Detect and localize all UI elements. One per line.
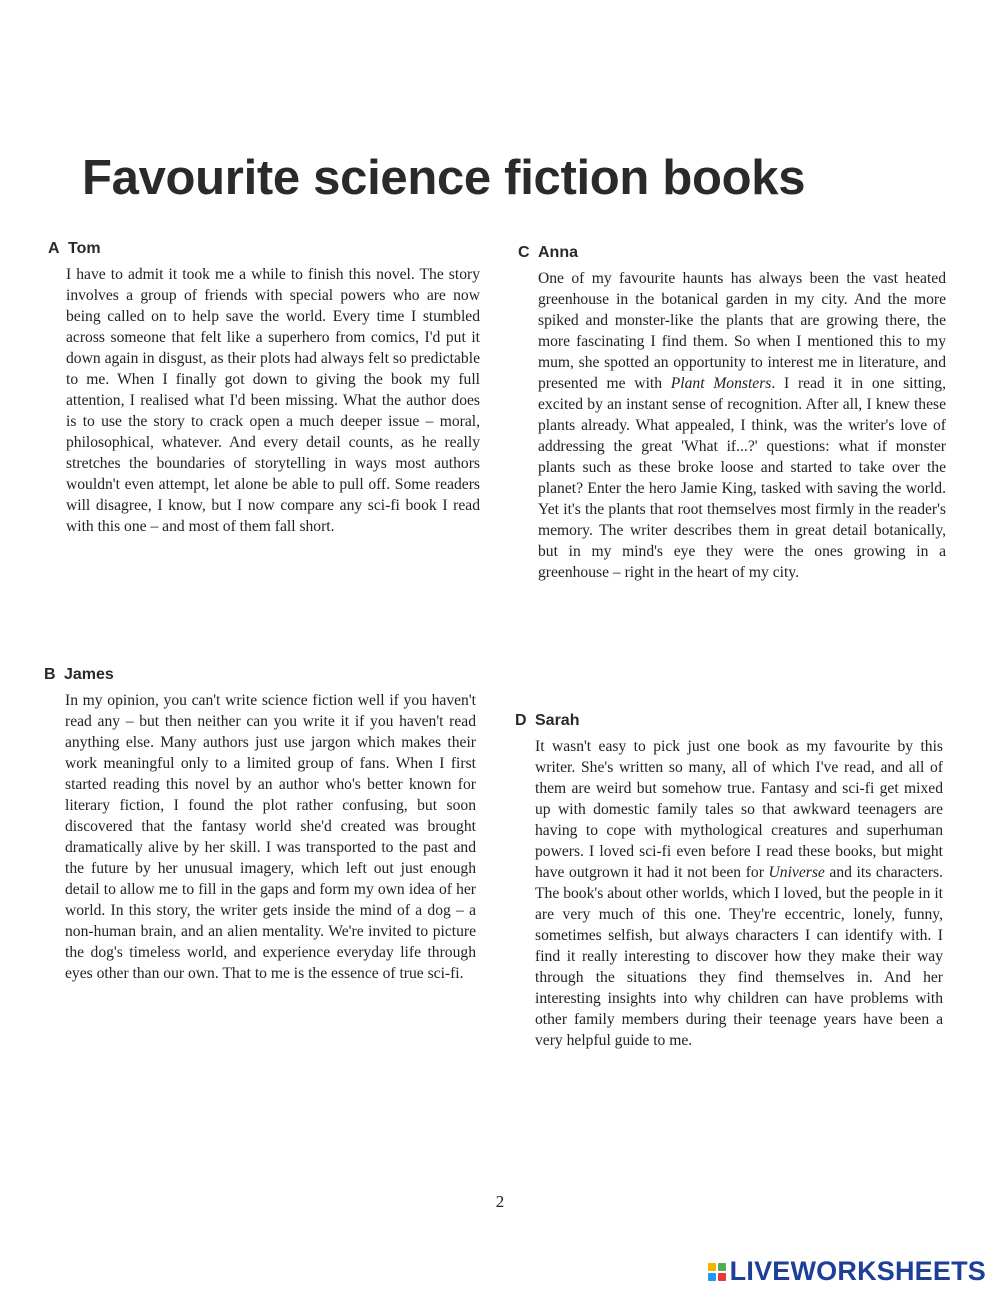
logo-square: [708, 1263, 716, 1271]
page-number: 2: [495, 1192, 505, 1211]
review-text: I have to admit it took me a while to finish this novel. The story involves a group of friends with special powers who are now being called on to help save the world. Every time I stumbled across someone that felt like a superhero from comics, I'd put it down again in disgust, as their plots had always felt so predictable to me. When I finally got down to giving the book my full attention, I realised what I'd been missing. What the author does is to use the story to crack open a much deeper issue – moral, philosophical, whatever. And every detail counts, as he really stretches the boundaries of storytelling in ways most authors wouldn't even attempt, let alone be able to pull off. Some readers will disagree, I know, but I now compare any sci-fi book I read with this one – and most of them fall short.: [66, 266, 480, 535]
review-text-part: It wasn't easy to pick just one book as my favourite by this writer. She's written so many, all of which I've read, and all of them are weird but somehow true. Fantasy and sci-fi get mixed up with domestic family tales so that awkward teenagers are having to cope with mythological creatures and superhuman powers. I loved sci-fi even before I read these books, but might have outgrown it had it not been for: [535, 738, 943, 881]
section-letter: D: [515, 712, 527, 729]
review-text-part: . I read it in one sitting, excited by an instant sense of recognition. After all, I knew these plants already. What appealed, I think, was the writer's love of addressing the great 'What if...?' questions: what if monster plants such as these broke loose and started to take over the planet? Enter the hero Jamie King, tasked with saving the world. Yet it's the plants that root themselves most firmly in the reader's memory. The writer describes them in great detail botanically, but in my mind's eye they were the ones growing in a greenhouse – right in the heart of my city.: [538, 375, 946, 581]
page-title: Favourite science fiction books: [82, 151, 806, 205]
reviewer-name: Sarah: [535, 712, 580, 729]
section-heading: [515, 712, 943, 730]
review-section-c: [518, 244, 946, 583]
section-letter: A: [48, 240, 60, 257]
review-text: [538, 268, 946, 583]
review-text: In my opinion, you can't write science fiction well if you haven't read any – but then neither can you write it if you haven't read anything else. Many authors just use jargon which makes their work meaningful only to a limited group of fans. When I first started reading this novel by an author who's better known for literary fiction, I found the plot rather confusing, but soon discovered that the fantasy world she'd created was brought dramatically alive by her skill. I was transported to the past and the future by her unusual imagery, which left out just enough detail to allow me to fill in the gaps and form my own idea of her world. In this story, the writer gets inside the mind of a dog – a non-human brain, and an alien mentality. We're invited to picture the dog's timeless world, and experience everyday life through eyes other than our own. That to me is the essence of true sci-fi.: [65, 692, 476, 982]
review-text-part: One of my favourite haunts has always been the vast heated greenhouse in the botanical garden in my city. And the more spiked and monster-like the plants that are growing there, the more fascinating I find them. So when I mentioned this to my mum, she spotted an opportunity to interest me in literature, and presented me with: [538, 270, 946, 392]
book-title: Plant Monsters: [670, 375, 772, 392]
review-text: [535, 736, 943, 1051]
logo-square: [718, 1263, 726, 1271]
logo-square: [718, 1273, 726, 1281]
section-letter: C: [518, 244, 530, 261]
book-title: Universe: [768, 864, 825, 881]
reviewer-name: James: [64, 666, 114, 683]
review-text-part: and its characters. The book's about other worlds, which I loved, but the people in it are very much of this one. They're eccentric, lonely, funny, sometimes selfish, but always characters I can identify with. I find it really interesting to discover how they make their way through the situations they find themselves in. And her interesting insights into why children can have problems with other family members during their teenage years have been a very helpful guide to me.: [535, 864, 943, 1049]
section-heading: [44, 666, 476, 684]
reviewer-name: Tom: [68, 240, 101, 257]
section-heading: [518, 244, 946, 262]
review-section-b: [44, 666, 476, 984]
review-section-d: [515, 712, 943, 1051]
reviewer-name: Anna: [538, 244, 578, 261]
liveworksheets-logo-icon: [708, 1263, 726, 1281]
logo-square: [708, 1273, 716, 1281]
section-heading: [48, 240, 480, 258]
liveworksheets-logo-text: LIVEWORKSHEETS: [729, 1256, 986, 1286]
review-section-a: [48, 240, 480, 537]
section-letter: B: [44, 666, 56, 683]
liveworksheets-logo[interactable]: [708, 1256, 986, 1287]
